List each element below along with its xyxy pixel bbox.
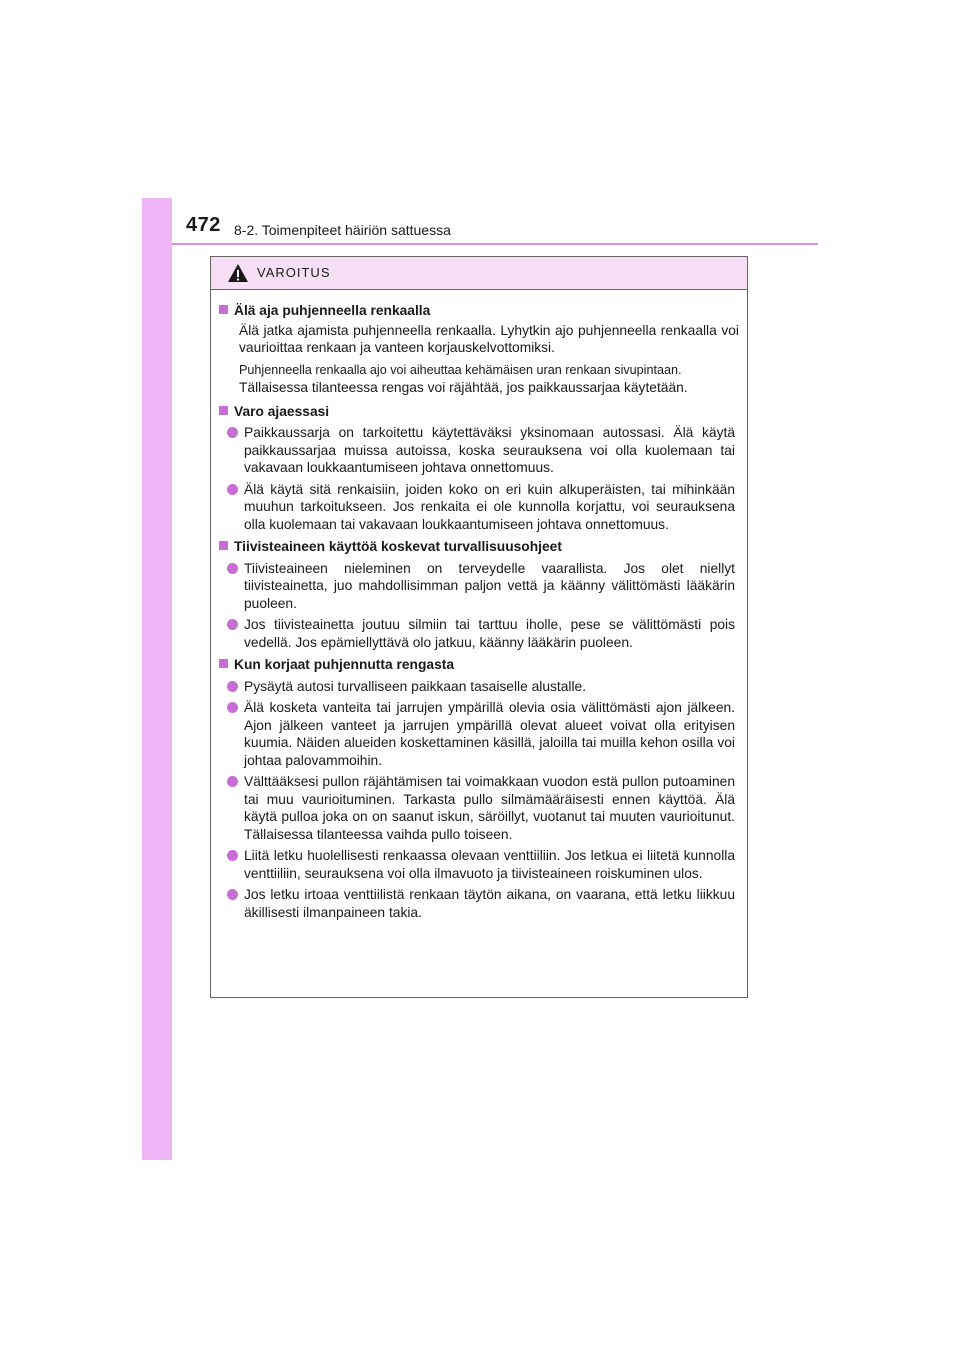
round-bullet-icon — [227, 681, 238, 692]
round-bullet-icon — [227, 889, 238, 900]
round-bullet-icon — [227, 776, 238, 787]
list-item: Liitä letku huolellisesti renkaassa olevaan venttiiliin. Jos letkua ei liitetä kunnolla venttiiliin, seurauksena voi olla ilmavuoto ja tiivisteaineen roiskuminen ulos. — [219, 847, 739, 882]
header-rule — [172, 243, 818, 245]
section-heading: Varo ajaessasi — [234, 403, 330, 419]
square-bullet-icon — [219, 406, 228, 415]
warning-section — [219, 538, 739, 651]
warning-label: VAROITUS — [257, 265, 331, 280]
warning-header — [211, 257, 747, 290]
square-bullet-icon — [219, 659, 228, 668]
list-item: Pysäytä autosi turvalliseen paikkaan tasaiselle alustalle. — [219, 678, 739, 696]
round-bullet-icon — [227, 563, 238, 574]
round-bullet-icon — [227, 702, 238, 713]
section-heading: Kun korjaat puhjennutta rengasta — [234, 657, 455, 672]
paragraph: Älä jatka ajamista puhjenneella renkaalla. Lyhytkin ajo puhjenneella renkaalla voi vaurioittaa renkaan ja vanteen korjauskelvottomiksi. — [239, 322, 739, 355]
list-item: Jos tiivisteainetta joutuu silmiin tai tarttuu iholle, pese se välittömästi pois vedellä. Jos epämiellyttävä olo jatkuu, käänny lääkärin puoleen. — [219, 616, 739, 651]
section-heading: Tiivisteaineen käyttöä koskevat turvallisuusohjeet — [234, 539, 562, 554]
round-bullet-icon — [227, 427, 238, 438]
section-heading: Älä aja puhjenneella renkaalla — [234, 303, 431, 318]
round-bullet-icon — [227, 619, 238, 630]
warning-triangle-icon — [227, 263, 249, 283]
square-bullet-icon — [219, 305, 228, 314]
square-bullet-icon — [219, 541, 228, 550]
section-title: 8-2. Toimenpiteet häiriön sattuessa — [234, 222, 451, 238]
warning-section — [219, 302, 739, 398]
list-item: Älä käytä sitä renkaisiin, joiden koko on eri kuin alkuperäisten, tai mihinkään muuhun tarkoitukseen. Jos renkaita ei ole kunnolla korjattu, voi seurauksena olla kuolemaan tai vakavaan loukkaantumiseen johtava onnettomuus. — [219, 481, 739, 534]
round-bullet-icon — [227, 850, 238, 861]
list-item: Jos letku irtoaa venttiilistä renkaan täytön aikana, on vaarana, että letku liikkuu äkillisesti ilmanpaineen takia. — [219, 886, 739, 921]
round-bullet-icon — [227, 484, 238, 495]
warning-body — [211, 290, 747, 921]
list-item: Välttääksesi pullon räjähtämisen tai voimakkaan vuodon estä pullon putoaminen tai muu vaurioituminen. Tarkasta pullo silmämääräisesti ennen käyttöä. Älä käytä pulloa joka on on saanut iskun, säröillyt, vuotanut tai muuten vaurioitunut. Tällaisessa tilanteessa vaihda pullo toiseen. — [219, 773, 739, 843]
warning-box — [210, 256, 748, 998]
paragraph: Puhjenneella renkaalla ajo voi aiheuttaa kehämäisen uran renkaan sivupintaan. Tällaisessa tilanteessa rengas voi räjähtää, jos paikkaussarjaa käytetään. — [239, 362, 688, 395]
list-item: Tiivisteaineen nieleminen on terveydelle vaarallista. Jos olet niellyt tiivisteainetta, juo mahdollisimman paljon vettä ja käänny välittömästi lääkärin puoleen. — [219, 560, 739, 613]
page-number: 472 — [186, 214, 221, 236]
list-item: Paikkaussarja on tarkoitettu käytettäväksi yksinomaan autossasi. Älä käytä paikkaussarjaa muissa autoissa, koska seurauksena voi olla kuolemaan tai vakavaan loukkaantumiseen johtava onnettomuus. — [219, 424, 739, 477]
warning-section — [219, 656, 739, 921]
list-item: Älä kosketa vanteita tai jarrujen ympärillä olevia osia välittömästi ajon jälkeen. Ajon jälkeen vanteet ja jarrujen ympärillä olevat alueet voivat olla erityisen kuumia. Näiden alueiden koskettaminen käsillä, jaloilla tai muilla kehon osilla voi johtaa palovammoihin. — [219, 699, 739, 769]
warning-section — [219, 403, 739, 534]
chapter-side-tab — [142, 198, 172, 1160]
